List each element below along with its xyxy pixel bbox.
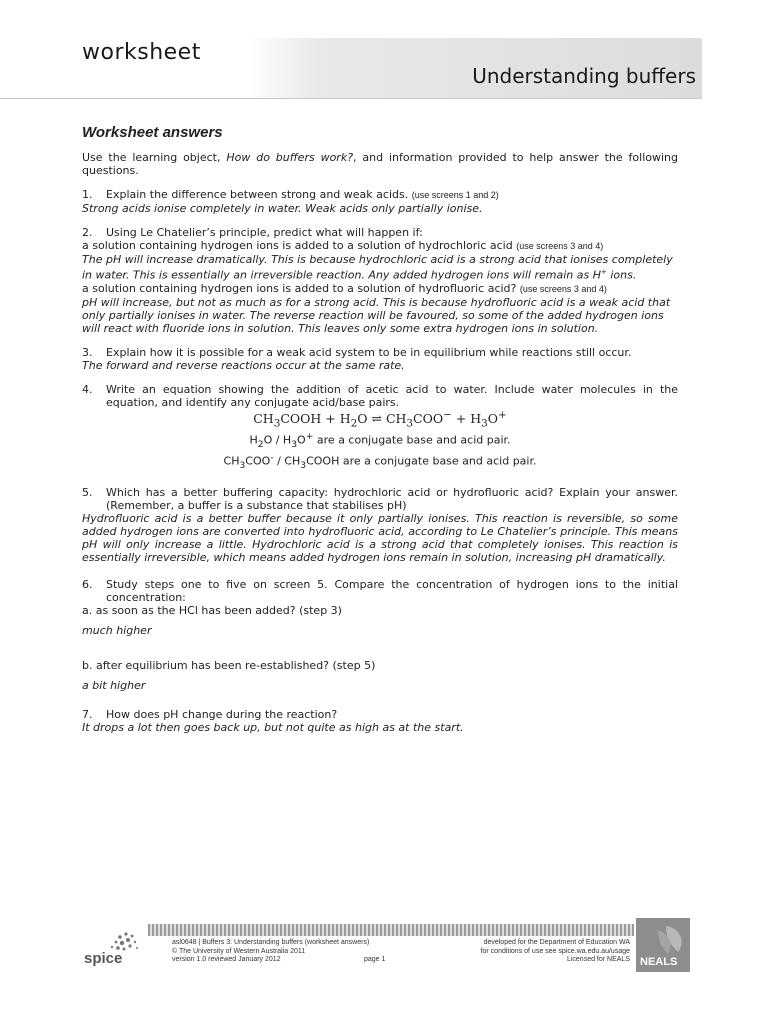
question-text: Study steps one to five on screen 5. Compare the concentration of hydrogen ions to the initial concentration:	[106, 578, 678, 604]
answer-text-end: ions.	[606, 268, 637, 282]
intro-text-end: , and information provided to help answer the following questions.	[82, 151, 678, 177]
worksheet-logo: worksheet	[82, 40, 201, 65]
screen-hint: (use screens 1 and 2)	[411, 190, 499, 200]
question-number: 3.	[82, 345, 93, 359]
question-number: 7.	[82, 708, 93, 721]
header-divider	[0, 98, 702, 99]
answer-6a: much higher	[82, 624, 152, 637]
answer-text: The pH will increase dramatically. This is because hydrochloric acid is a strong acid that ionises completely in water. This is essentially an irreversible reaction. Any added hydrogen ions will remain as H	[82, 253, 673, 282]
conjugate-pair-1: $H_2O / H_3O^+$ are a conjugate base and acid pair.	[249, 431, 511, 451]
learning-object-title: How do buffers work?	[226, 151, 354, 164]
question-6b: b. after equilibrium has been re-established? (step 5)	[82, 659, 376, 672]
neals-logo-text: NEALS	[640, 956, 678, 968]
footer-developed-for: developed for the Department of Education WA	[483, 939, 630, 946]
question-text	[106, 188, 678, 202]
question-text: Using Le Chatelier’s principle, predict what will happen if:	[106, 226, 423, 239]
answer-6b: a bit higher	[82, 679, 146, 692]
answer-2a	[82, 253, 678, 282]
question-2b	[82, 282, 678, 296]
subquestion-text: a solution containing hydrogen ions is added to a solution of hydrofluoric acid?	[82, 281, 520, 295]
question-4	[82, 383, 678, 409]
question-text: Write an equation showing the addition of acetic acid to water. Include water molecules in the equation, and identify any conjugate acid/base pairs.	[106, 382, 678, 409]
page-number: page 1	[364, 956, 386, 963]
neals-logo	[636, 918, 690, 972]
spice-logo-icon	[82, 928, 142, 968]
answer-7: It drops a lot then goes back up, but not quite as high as at the start.	[82, 721, 464, 734]
page-title: Understanding buffers	[472, 64, 696, 88]
question-1	[82, 188, 678, 202]
svg-text:spice: spice	[84, 950, 123, 967]
footer-copyright: © The University of Western Australia 2011	[172, 947, 306, 955]
footer-doc-id: asl0648 | Buffers 3: Understanding buffers (worksheet answers)	[172, 939, 370, 946]
question-text: Explain how it is possible for a weak acid system to be in equilibrium while reactions still occur.	[106, 345, 632, 359]
chemical-equation: $CH_3COOH + H_2O$ ⇌ $CH_3COO^- + H_3O^+$	[253, 408, 507, 430]
footer-right-info	[481, 939, 630, 965]
screen-hint: (use screens 3 and 4)	[516, 241, 604, 251]
question-text: How does pH change during the reaction?	[106, 708, 338, 721]
question-number: 5.	[82, 486, 93, 499]
question-3	[82, 346, 678, 359]
question-number: 6.	[82, 578, 93, 591]
superscript: +	[600, 268, 607, 276]
question-text: Which has a better buffering capacity: hydrochloric acid or hydrofluoric acid? Explain your answer. (Remember, a buffer is a substance that stabilises pH)	[106, 486, 678, 512]
footer-version: version 1.0 reviewed January 2012	[172, 956, 281, 963]
question-number: 2.	[82, 226, 93, 239]
answer-2b: pH will increase, but not as much as for a strong acid. This is because hydrofluoric acid is a weak acid that only partially ionises in water. The reverse reaction will be favoured, so some of the added hydrogen ions will react with fluoride ions in solution. This leaves only some extra hydrogen ions in solution.	[82, 295, 671, 335]
answer-5: Hydrofluoric acid is a better buffer because it only partially ionises. This reaction is reversible, so some added hydrogen ions are converted into hydrofluoric acid, according to Le Chatelier’s principle. This means pH will only increase a little. Hydrochloric acid is a strong acid that completely ionises. This reaction is essentially irreversible, which means added hydrogen ions remain in solution, increasing pH dramatically.	[82, 512, 678, 564]
footer-left-info	[172, 939, 369, 965]
intro-text: Use the learning object,	[82, 151, 227, 164]
question-2a	[82, 239, 678, 253]
footer-license: Licensed for NEALS	[566, 956, 630, 963]
question-6	[82, 578, 678, 604]
question-2	[82, 226, 678, 239]
question-6a: a. as soon as the HCl has been added? (step 3)	[82, 604, 342, 617]
question-body: Explain the difference between strong and weak acids.	[106, 188, 412, 201]
footer-stripe	[148, 924, 634, 936]
question-number: 1.	[82, 188, 93, 201]
section-heading: Worksheet answers	[82, 124, 223, 141]
question-5	[82, 486, 678, 512]
question-7	[82, 708, 678, 721]
subquestion-text: a solution containing hydrogen ions is added to a solution of hydrochloric acid	[82, 239, 517, 252]
answer-1: Strong acids ionise completely in water. Weak acids only partially ionise.	[82, 202, 483, 215]
equilibrium-arrow-icon: ⇌	[371, 410, 382, 426]
question-number: 4.	[82, 382, 93, 396]
answer-3: The forward and reverse reactions occur at the same rate.	[82, 358, 405, 372]
screen-hint: (use screens 3 and 4)	[519, 283, 607, 294]
footer-conditions: for conditions of use see spice.wa.edu.au/usage	[480, 947, 630, 955]
worksheet-content	[82, 126, 678, 734]
conjugate-pair-2: $CH_3COO^-$ / $CH_3COOH$ are a conjugate base and acid pair.	[223, 452, 537, 471]
intro-paragraph	[82, 151, 678, 177]
